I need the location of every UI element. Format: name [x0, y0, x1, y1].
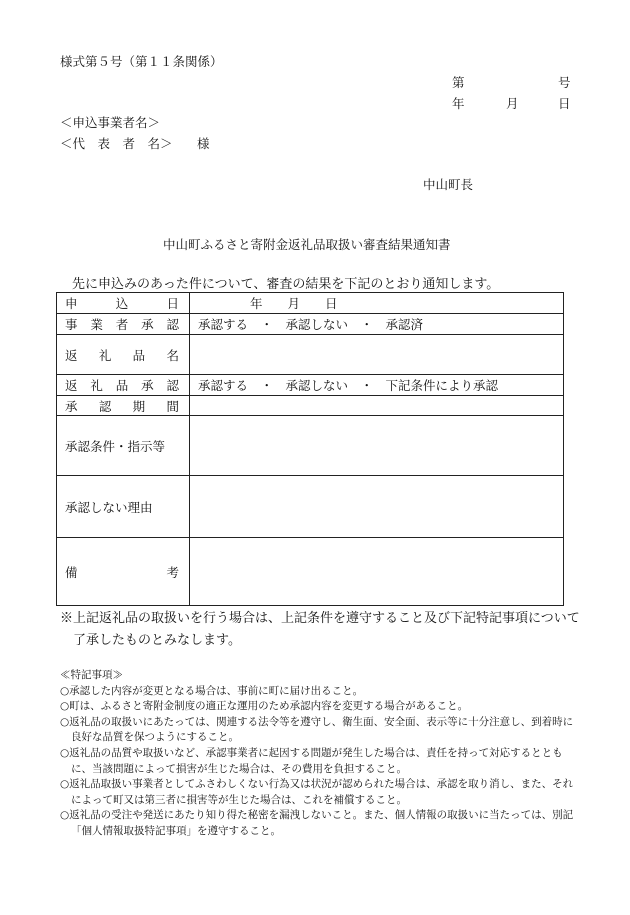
table-row: [57, 538, 564, 606]
row-label-char: 名: [166, 347, 179, 363]
row-label: [57, 396, 190, 416]
row-value: [190, 476, 564, 538]
row-label: [57, 476, 190, 538]
special-note-item: ○返礼品の受注や発送にあたり知り得た秘密を漏洩しないこと。また、個人情報の取扱いに当たっては、別記「個人情報取扱特記事項」を遵守すること。: [60, 809, 574, 837]
date-month: 月: [506, 96, 519, 111]
row-value: [190, 538, 564, 606]
row-label-char: 考: [166, 564, 179, 580]
row-label-char: 承認条件・指示等: [65, 438, 166, 454]
row-label-char: 者: [115, 317, 129, 332]
table-row: [57, 335, 564, 375]
row-label-char: 承: [65, 398, 78, 414]
row-label-char: 認: [166, 378, 179, 393]
row-label-char: 業: [90, 317, 103, 332]
row-label: [57, 416, 190, 476]
representative-name-label: ＜代 表 者 名＞: [60, 136, 173, 151]
special-note-item: ○承認した内容が変更となる場合は、事前に町に届け出ること。: [60, 684, 364, 697]
special-note-item: ○町は、ふるさと寄附金制度の適正な運用のため承認内容を変更する場合があること。: [60, 700, 469, 713]
notice-paragraph: ※上記返礼品の取扱いを行う場合は、上記条件を遵守すること及び下記特記事項について了承したものとみなします。: [60, 611, 580, 648]
row-label-char: 承: [141, 378, 154, 393]
row-value: [190, 396, 564, 416]
row-label-char: 申: [65, 296, 78, 311]
date-day: 日: [558, 96, 571, 111]
row-label-char: 期: [132, 398, 146, 414]
row-value: 年 月 日: [190, 293, 564, 314]
table-row: [57, 314, 564, 335]
row-label: [57, 293, 190, 314]
intro-text: 先に申込みのあった件について、審査の結果を下記のとおり通知します。: [72, 277, 500, 292]
row-label-char: 礼: [98, 347, 112, 363]
row-label-char: 承認しない理由: [65, 499, 153, 515]
row-label-char: 品: [115, 378, 129, 393]
row-value: 承認する ・ 承認しない ・ 承認済: [190, 314, 564, 335]
row-label-char: 間: [166, 398, 179, 414]
table-row: [57, 396, 564, 416]
row-label-char: 認: [166, 317, 179, 332]
form-number: 様式第５号（第１１条関係）: [60, 54, 223, 69]
row-label-char: 込: [115, 296, 129, 311]
table-row: [57, 293, 564, 314]
notice-text: [60, 608, 580, 652]
special-note-item: ○返礼品取扱い事業者としてふさわしくない行為又は状況が認められた場合は、承認を取り消し、また、それによって町又は第三者に損害等が生じた場合は、これを補償すること。: [60, 778, 574, 806]
applicant-name-label: ＜申込事業者名＞: [60, 115, 161, 130]
result-table: [56, 292, 564, 606]
special-notes: [60, 668, 580, 840]
row-value: 承認する ・ 承認しない ・ 下記条件により承認: [190, 375, 564, 396]
row-label-char: 日: [166, 296, 179, 311]
row-label-char: 返: [65, 378, 78, 393]
row-label-char: 礼: [90, 378, 103, 393]
row-label: [57, 335, 190, 375]
doc-number-prefix: 第: [452, 75, 465, 90]
special-note-item: ○返礼品の取扱いにあたっては、関連する法令等を遵守し、衛生面、安全面、表示等に十分注意し、到着時に良好な品質を保つようにすること。: [60, 715, 574, 744]
table-row: [57, 375, 564, 396]
row-label: [57, 314, 190, 335]
row-value: [190, 416, 564, 476]
row-label-char: 品: [132, 347, 146, 363]
honorific: 様: [197, 136, 210, 151]
date-year: 年: [452, 96, 465, 111]
row-label: [57, 538, 190, 606]
document-title: 中山町ふるさと寄附金返礼品取扱い審査結果通知書: [163, 237, 451, 252]
row-label-char: 返: [65, 347, 78, 363]
doc-number-suffix: 号: [558, 75, 571, 90]
row-label-char: 承: [141, 317, 154, 332]
table-row: [57, 476, 564, 538]
row-label-char: 事: [65, 317, 78, 332]
row-value: [190, 335, 564, 375]
row-label-char: 備: [65, 564, 78, 580]
row-label: [57, 375, 190, 396]
issuer: 中山町長: [423, 177, 474, 192]
row-label-char: 認: [98, 398, 112, 414]
special-notes-heading: ≪特記事項≫: [60, 669, 123, 681]
table-row: [57, 416, 564, 476]
special-note-item: ○返礼品の品質や取扱いなど、承認事業者に起因する問題が発生した場合は、責任を持って対応するとともに、当該問題によって損害が生じた場合は、その費用を負担すること。: [60, 746, 563, 775]
